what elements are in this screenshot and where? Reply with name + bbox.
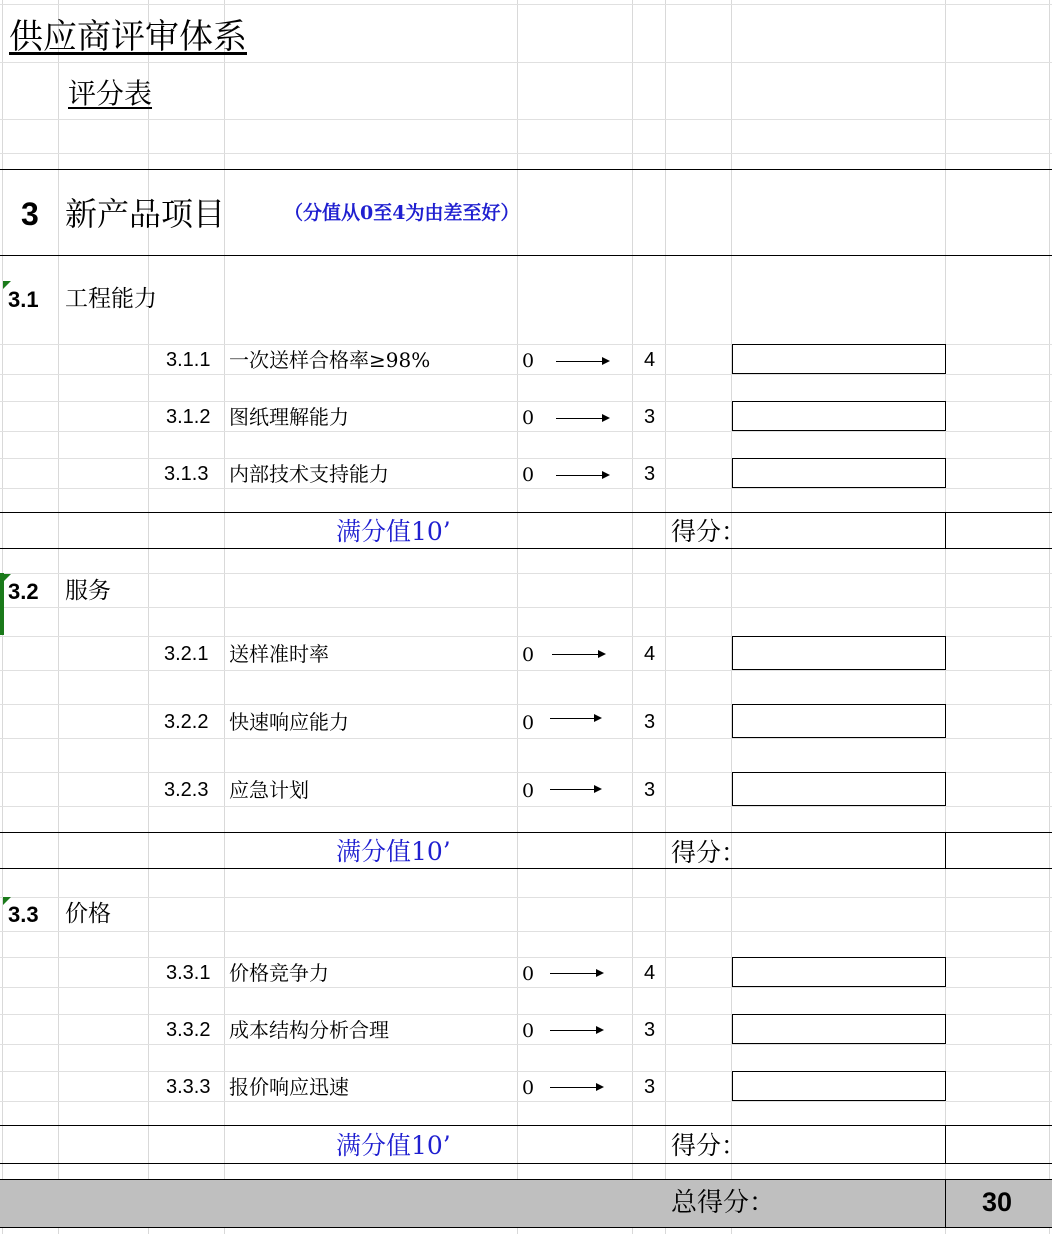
- score-input[interactable]: [732, 636, 946, 670]
- max-value: 3: [644, 1019, 656, 1041]
- sheet-subtitle: 评分表: [68, 77, 153, 110]
- full-score-label: 满分值10’: [336, 837, 451, 866]
- item-label: 内部技术支持能力: [229, 462, 389, 486]
- group-number: 3.2: [8, 579, 39, 604]
- min-value: 0: [522, 780, 535, 802]
- score-label: 得分：: [671, 1131, 747, 1160]
- group-number: 3.1: [8, 287, 39, 312]
- min-value: 0: [522, 1077, 535, 1099]
- total-row: [0, 1179, 1052, 1227]
- min-value: 0: [522, 712, 535, 734]
- item-label: 快速响应能力: [229, 710, 349, 734]
- max-value: 3: [644, 463, 656, 485]
- item-number: 3.3.3: [166, 1076, 211, 1098]
- group-number: 3.3: [8, 902, 39, 927]
- min-value: 0: [522, 1020, 535, 1042]
- right-arrow-icon: [556, 418, 608, 419]
- full-score-label: 满分值10’: [336, 517, 451, 546]
- item-label: 报价响应迅速: [229, 1075, 349, 1099]
- max-value: 4: [644, 643, 656, 665]
- score-input[interactable]: [732, 344, 946, 374]
- min-value: 0: [522, 350, 535, 372]
- item-number: 3.2.3: [164, 779, 209, 801]
- right-arrow-icon: [550, 1087, 602, 1088]
- max-value: 3: [644, 406, 656, 428]
- item-label: 图纸理解能力: [229, 405, 349, 429]
- min-value: 0: [522, 963, 535, 985]
- group-title: 工程能力: [65, 286, 157, 312]
- score-input[interactable]: [732, 772, 946, 806]
- item-number: 3.3.2: [166, 1019, 211, 1041]
- min-value: 0: [522, 644, 535, 666]
- group-title: 服务: [65, 578, 111, 604]
- score-input[interactable]: [732, 458, 946, 488]
- min-value: 0: [522, 407, 535, 429]
- item-number: 3.1.2: [166, 406, 211, 428]
- item-label: 成本结构分析合理: [229, 1018, 389, 1042]
- min-value: 0: [522, 464, 535, 486]
- item-number: 3.2.2: [164, 711, 209, 733]
- section-note: （分值从0至4为由差至好）: [284, 202, 520, 224]
- item-label: 应急计划: [229, 778, 309, 802]
- score-label: 得分：: [671, 838, 747, 867]
- item-number: 3.1.1: [166, 349, 211, 371]
- max-value: 4: [644, 349, 656, 371]
- total-label: 总得分：: [671, 1188, 776, 1218]
- section-number: 3: [21, 196, 39, 232]
- total-value: 30: [982, 1187, 1013, 1217]
- max-value: 3: [644, 779, 656, 801]
- score-input[interactable]: [732, 1071, 946, 1101]
- item-number: 3.1.3: [164, 463, 209, 485]
- right-arrow-icon: [552, 654, 604, 655]
- max-value: 3: [644, 711, 656, 733]
- max-value: 3: [644, 1076, 656, 1098]
- score-input[interactable]: [732, 1014, 946, 1044]
- item-number: 3.2.1: [164, 643, 209, 665]
- right-arrow-icon: [550, 789, 600, 790]
- section-title: 新产品项目: [65, 195, 226, 233]
- item-label: 送样准时率: [229, 642, 329, 666]
- right-arrow-icon: [550, 718, 600, 719]
- item-number: 3.3.1: [166, 962, 211, 984]
- full-score-label: 满分值10’: [336, 1131, 451, 1160]
- max-value: 4: [644, 962, 656, 984]
- group-title: 价格: [65, 901, 111, 927]
- score-label: 得分：: [671, 517, 747, 546]
- item-label: 一次送样合格率≥98%: [229, 348, 431, 372]
- score-input[interactable]: [732, 401, 946, 431]
- right-arrow-icon: [556, 361, 608, 362]
- right-arrow-icon: [556, 475, 608, 476]
- right-arrow-icon: [550, 1030, 602, 1031]
- row-marker: [0, 573, 4, 635]
- score-input[interactable]: [732, 704, 946, 738]
- item-label: 价格竞争力: [229, 961, 329, 985]
- right-arrow-icon: [550, 973, 602, 974]
- score-input[interactable]: [732, 957, 946, 987]
- sheet-title: 供应商评审体系: [9, 17, 247, 57]
